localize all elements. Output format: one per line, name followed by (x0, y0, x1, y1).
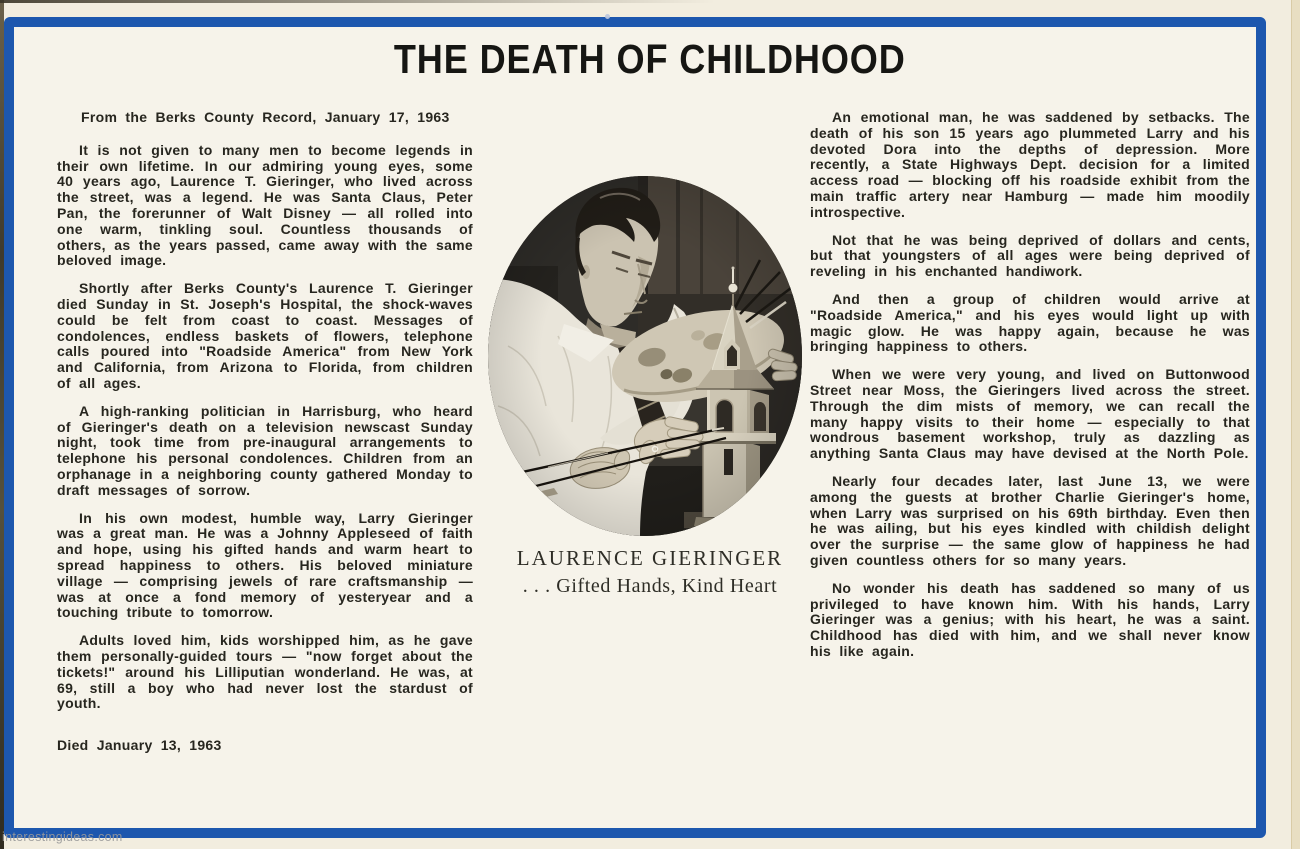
obituary-paragraph: Adults loved him, kids worshipped him, as he gave them personally-guided tours — "now forget about the tickets!" around his Lilliputian wonderland. He was, at 69, still a boy who had never lost the stardust of youth. (57, 632, 473, 712)
obituary-paragraph: It is not given to many men to become legends in their own lifetime. In our admiring young eyes, some 40 years ago, Laurence T. Gieringer, who lived across the street, was a legend. He was Santa Claus, Peter Pan, the forerunner of Walt Disney — all rolled into one warm, tinkling soul. Countless thousands of others, as the years passed, came away with the same beloved image. (57, 141, 473, 269)
photo-caption-tagline: . . . Gifted Hands, Kind Heart (522, 575, 778, 597)
obituary-paragraph: When we were very young, and lived on Buttonwood Street near Moss, the Gieringers lived across the street. Through the dim mists of memory, we can recall the many happy visits to their home — especially to that wondrous basement workshop, truly as dazzling as anything Santa Claus may have devised at the North Pole. (810, 366, 1250, 462)
obituary-paragraph: In his own modest, humble way, Larry Gieringer was a great man. He was a Johnny Appleseed of faith and hope, using his gifted hands and warm heart to spread happiness to others. His beloved miniature village — comprising jewels of rare craftsmanship — was at once a fond memory of yesteryear and a touching tribute to tomorrow. (57, 509, 473, 621)
right-column (810, 110, 1250, 672)
photo-caption-name: LAURENCE GIERINGER (516, 546, 784, 570)
obituary-paragraph: Not that he was being deprived of dollars and cents, but that youngsters of all ages were being deprived of reveling in his enchanted handiwork. (810, 231, 1250, 280)
watermark: interestingideas.com (2, 830, 123, 844)
obituary-paragraph: And then a group of children would arrive at "Roadside America," and his eyes would light up with magic glow. He was happy again, because he was bringing happiness to others. (810, 290, 1250, 355)
obituary-paragraph: Nearly four decades later, last June 13, we were among the guests at brother Charlie Gieringer's home, when Larry was surprised on his 69th birthday. Even then he was ailing, but his eyes kindled with childish delight over the surprise — the same glow of happiness he had given countless others for so many years. (810, 472, 1250, 568)
obituary-paragraph: No wonder his death has saddened so many of us privileged to have known him. With his hands, Larry Gieringer was a genius; with his heart, he was a saint. Childhood has died with him, and we shall never know his like again. (810, 579, 1250, 659)
photo-laurence-gieringer (488, 176, 802, 536)
left-column (57, 110, 473, 766)
source-line: From the Berks County Record, January 17, 1963 (81, 109, 450, 125)
obituary-paragraph: Shortly after Berks County's Laurence T. Gieringer died Sunday in St. Joseph's Hospital, the shock-waves could be felt from coast to coast. Messages of condolences, endless baskets of flowers, telephone calls poured into "Roadside America" from New York and California, from Arizona to Florida, from children of all ages. (57, 280, 473, 391)
obituary-paragraph: A high-ranking politician in Harrisburg, who heard of Gieringer's death on a television newscast Sunday night, took time from pre-inaugural arrangements to telephone his personal condolences. Children from an orphanage in a neighboring county gathered Monday to draft messages of sorrow. (57, 402, 473, 498)
paper-edge-left (0, 0, 4, 849)
scan-artifact-dot (605, 14, 610, 19)
page-title: THE DEATH OF CHILDHOOD (394, 36, 906, 82)
obituary-paragraph: An emotional man, he was saddened by setbacks. The death of his son 15 years ago plummeted Larry and his devoted Dora into the depths of depression. More recently, a State Highways Dept. decision for a limited access road — blocking off his roadside exhibit from the main traffic artery near Hamburg — made him moodily introspective. (810, 109, 1250, 220)
died-line: Died January 13, 1963 (57, 737, 222, 754)
paper-edge-right (1291, 0, 1300, 849)
paper-edge-top (0, 0, 715, 3)
